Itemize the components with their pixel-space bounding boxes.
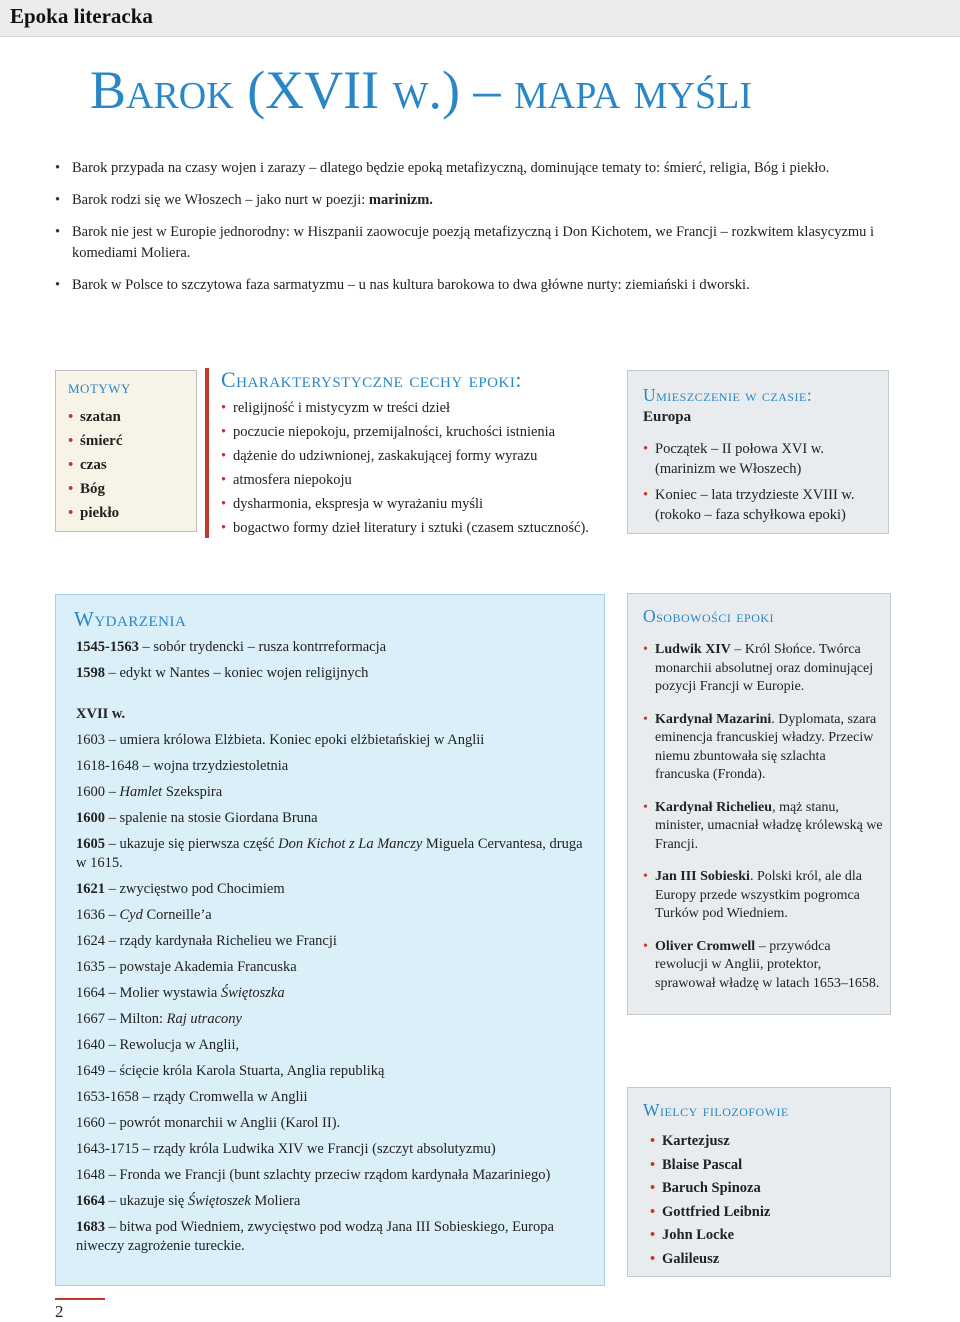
event-year: 1664	[76, 985, 105, 1001]
czas-list	[643, 439, 875, 531]
person-name: Kardynał Mazarini	[655, 711, 772, 727]
list-item: • bogactwo formy dzieł literatury i sztuki (czasem sztuczność).	[221, 516, 616, 540]
intro-bold: marinizm.	[368, 192, 433, 208]
event-row	[76, 835, 586, 873]
list-item: • Baruch Spinoza	[650, 1177, 880, 1201]
list-item: • czas	[68, 453, 122, 477]
event-row	[76, 1088, 586, 1107]
event-title: Don Kichot z La Manczy	[278, 836, 423, 852]
event-row	[76, 1010, 586, 1029]
event-year: 1605	[76, 836, 105, 852]
filozofowie-heading: Wielcy filozofowie	[643, 1100, 789, 1120]
list-item: • Blaise Pascal	[650, 1154, 880, 1178]
event-year: 1640	[76, 1037, 105, 1053]
event-text: – Milton:	[105, 1011, 167, 1027]
event-year: XVII w.	[76, 706, 126, 722]
event-year: 1667	[76, 1011, 105, 1027]
event-title: Świętoszka	[220, 985, 285, 1001]
list-item: • Koniec – lata trzydzieste XVIII w. (rokoko – faza schyłkowa epoki)	[643, 485, 875, 525]
intro-list	[55, 158, 905, 307]
event-text: – ścięcie króla Karola Stuarta, Anglia republiką	[105, 1063, 385, 1079]
event-row	[76, 932, 586, 951]
list-item: • religijność i mistycyzm w treści dzieł	[221, 396, 616, 420]
event-title: Raj utracony	[166, 1011, 242, 1027]
list-item: • atmosfera niepokoju	[221, 468, 616, 492]
person-name: Kardynał Richelieu	[655, 799, 773, 815]
list-item	[643, 938, 883, 994]
list-item	[643, 868, 883, 924]
event-row	[76, 783, 586, 802]
person-desc: – przywódca rewolucji w Anglii, protektor, sprawował władzę w latach 1653–1658.	[655, 938, 880, 991]
event-year: 1653-1658	[76, 1089, 139, 1105]
event-year: 1603	[76, 732, 105, 748]
section-header	[0, 0, 960, 37]
event-text-after: Corneille’a	[142, 907, 212, 923]
event-row	[76, 757, 586, 776]
intro-text: Barok przypada na czasy wojen i zarazy – dlatego będzie epoką metafizyczną, dominujące tematy to: śmierć, religia, Bóg i piekło.	[72, 160, 830, 176]
event-title: Hamlet	[119, 784, 163, 800]
list-item: • Początek – II połowa XVI w. (marinizm we Włoszech)	[643, 439, 875, 479]
event-year: 1635	[76, 959, 105, 975]
event-year: 1660	[76, 1115, 105, 1131]
intro-bullet	[55, 158, 905, 179]
person-desc: – Król Słońce. Twórca monarchii absolutnej oraz dominującej pozycji Francji w Europie.	[655, 642, 874, 694]
czas-heading: Umieszczenie w czasie:	[643, 385, 813, 405]
list-item: • Gottfried Leibniz	[650, 1201, 880, 1225]
event-row	[76, 638, 586, 657]
person-name: Oliver Cromwell	[655, 938, 756, 954]
event-text: – rządy kardynała Richelieu we Francji	[105, 933, 337, 949]
event-row	[76, 1166, 586, 1185]
event-row	[76, 1218, 586, 1256]
event-row	[76, 1140, 586, 1159]
event-text: – Fronda we Francji (bunt szlachty przeciw rządom kardynała Mazariniego)	[105, 1167, 551, 1183]
event-row	[76, 1192, 586, 1211]
event-row	[76, 731, 586, 750]
event-text: – rządy Cromwella w Anglii	[138, 1089, 308, 1105]
intro-text: Barok rodzi się we Włoszech – jako nurt w poezji:	[72, 192, 369, 208]
list-item: • dysharmonia, ekspresja w wyrażaniu myśli	[221, 492, 616, 516]
page-title: Barok (XVII w.) – mapa myśli	[90, 60, 753, 120]
intro-bullet	[55, 190, 905, 211]
list-item: • Galileusz	[650, 1248, 880, 1272]
event-text: – powstaje Akademia Francuska	[105, 959, 297, 975]
event-row	[76, 906, 586, 925]
list-item: • Kartezjusz	[650, 1130, 880, 1154]
event-year: 1643-1715	[76, 1141, 139, 1157]
page-number: 2	[55, 1298, 105, 1322]
person-desc: , mąż stanu, minister, umacniał władzę królewską we Francji.	[655, 799, 883, 852]
list-item	[643, 641, 883, 697]
event-year: 1636	[76, 907, 105, 923]
cechy-heading: Charakterystyczne cechy epoki:	[221, 367, 522, 392]
event-text: – zwycięstwo pod Chocimiem	[105, 881, 285, 897]
event-year: 1600	[76, 810, 105, 826]
intro-text: Barok nie jest w Europie jednorodny: w Hiszpanii zaowocuje poezją metafizyczną i Don Kichotem, we Francji – rozkwitem klasycyzmu i komediami Moliera.	[72, 224, 875, 261]
person-desc: . Dyplomata, szara eminencja francuskiej władzy. Przeciw niemu zbuntowała się szlachta francuska (Fronda).	[655, 711, 877, 782]
person-name: Jan III Sobieski	[655, 869, 750, 884]
cechy-list	[221, 396, 616, 540]
event-year: 1621	[76, 881, 105, 897]
event-text-after: Miguela Cervantesa, druga w 1615.	[76, 836, 583, 871]
event-row	[76, 958, 586, 977]
motywy-box	[55, 370, 197, 532]
event-text: – edykt w Nantes – koniec wojen religijnych	[105, 665, 369, 681]
intro-bullet	[55, 275, 905, 296]
osobowosci-box	[627, 593, 891, 1015]
event-year: 1618-1648	[76, 758, 139, 774]
event-text: –	[105, 784, 120, 800]
event-row	[76, 984, 586, 1003]
list-item	[643, 711, 883, 785]
wydarzenia-heading: Wydarzenia	[74, 607, 187, 631]
list-item: • szatan	[68, 405, 122, 429]
event-text: – sobór trydencki – rusza kontrreformacja	[138, 639, 387, 655]
event-title: Cyd	[119, 907, 143, 923]
event-row	[76, 1062, 586, 1081]
motywy-heading: motywy	[68, 377, 131, 397]
event-year: 1545-1563	[76, 639, 139, 655]
list-item: • John Locke	[650, 1224, 880, 1248]
event-text: – ukazuje się	[105, 1193, 188, 1209]
event-text: – Rewolucja w Anglii,	[105, 1037, 240, 1053]
czas-region: Europa	[643, 409, 692, 425]
event-text: – wojna trzydziestoletnia	[138, 758, 289, 774]
list-item: • dążenie do udziwnionej, zaskakującej formy wyrazu	[221, 444, 616, 468]
event-text: – bitwa pod Wiedniem, zwycięstwo pod wodzą Jana III Sobieskiego, Europa niweczy zagrożenie tureckie.	[76, 1219, 554, 1254]
event-text: – ukazuje się pierwsza część	[105, 836, 279, 852]
wydarzenia-list	[76, 638, 586, 1263]
event-year: 1624	[76, 933, 105, 949]
event-text: – Molier wystawia	[105, 985, 221, 1001]
list-item: • śmierć	[68, 429, 122, 453]
cechy-box	[205, 368, 614, 538]
event-text: – rządy króla Ludwika XIV we Francji (szczyt absolutyzmu)	[138, 1141, 496, 1157]
event-row	[76, 809, 586, 828]
event-text: – powrót monarchii w Anglii (Karol II).	[105, 1115, 341, 1131]
list-item: • piekło	[68, 501, 122, 525]
list-item	[643, 799, 883, 855]
osobowosci-list	[643, 641, 883, 1007]
event-year: 1648	[76, 1167, 105, 1183]
event-text: – spalenie na stosie Giordana Bruna	[105, 810, 318, 826]
event-year: 1664	[76, 1193, 105, 1209]
intro-text: Barok w Polsce to szczytowa faza sarmatyzmu – u nas kultura barokowa to dwa główne nurty: ziemiański i dworski.	[72, 277, 750, 293]
section-title: Epoka literacka	[10, 4, 153, 28]
filozofowie-box	[627, 1087, 891, 1277]
filozofowie-list	[650, 1130, 880, 1271]
list-item: • poczucie niepokoju, przemijalności, kruchości istnienia	[221, 420, 616, 444]
osobowosci-heading: Osobowości epoki	[643, 606, 775, 626]
event-year: 1683	[76, 1219, 105, 1235]
person-desc: . Polski król, ale dla Europy przede wszystkim pogromca Turków pod Wiedniem.	[655, 869, 862, 921]
event-row	[76, 1036, 586, 1055]
event-text: – umiera królowa Elżbieta. Koniec epoki elżbietańskiej w Anglii	[105, 732, 485, 748]
event-year: 1600	[76, 784, 105, 800]
event-text-after: Moliera	[250, 1193, 301, 1209]
intro-bullet	[55, 222, 905, 264]
event-row	[76, 880, 586, 899]
event-row	[76, 1114, 586, 1133]
wydarzenia-box	[55, 594, 605, 1286]
event-row	[76, 664, 586, 683]
list-item: • Bóg	[68, 477, 122, 501]
event-title: Świętoszek	[187, 1193, 251, 1209]
event-row	[76, 705, 586, 724]
event-year: 1598	[76, 665, 105, 681]
event-text-after: Szekspira	[162, 784, 223, 800]
event-year: 1649	[76, 1063, 105, 1079]
motywy-list	[68, 405, 122, 525]
person-name: Ludwik XIV	[655, 642, 731, 657]
czas-box	[627, 370, 889, 534]
event-text: –	[105, 907, 120, 923]
